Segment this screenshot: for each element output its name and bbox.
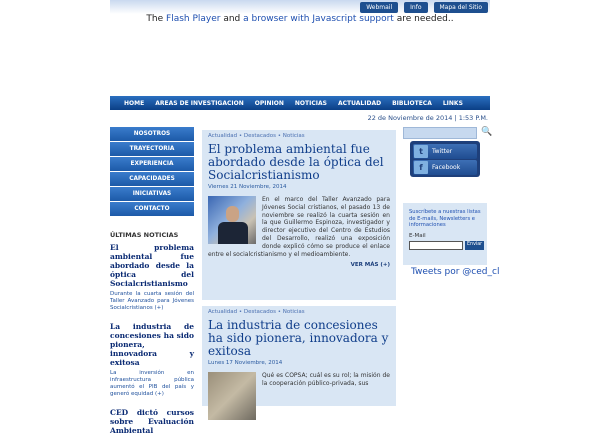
main-nav (110, 96, 490, 110)
article-title[interactable]: El problema ambiental fue abordado desde la óptica del Socialcristianismo (208, 142, 384, 182)
nav-links[interactable]: LINKS (442, 99, 463, 107)
webmail-link[interactable]: Webmail (360, 2, 398, 13)
social-box (410, 141, 480, 177)
flash-player-link[interactable]: Flash Player (166, 14, 221, 24)
menu-nosotros[interactable]: NOSOTROS (110, 127, 194, 141)
newsletter-text: Suscríbete a nuestras listas de E-mails, Newsletters e informaciones (409, 209, 481, 228)
menu-capacidades[interactable]: CAPACIDADES (110, 172, 194, 186)
search-icon[interactable]: 🔍 (481, 127, 493, 137)
info-link[interactable]: Info (404, 2, 427, 13)
news-title[interactable]: CED dictó cursos sobre Evaluación Ambiental (110, 408, 194, 435)
article-body: En el marco del Taller Avanzado para Jóvenes Social cristianos, el pasado 13 de noviembre se realizó la cuarta sesión en la que Guillermo Espinoza, investigador y director ejecutivo del Centro de Estudios del Desarrollo, realizó una exposición donde explicó cómo se produce el enlace entre el socialcristianismo y el medioambiente. (208, 196, 390, 258)
flash-notice: The Flash Player and a browser with Javascript support are needed.. (146, 14, 454, 24)
left-menu (110, 127, 194, 217)
top-links (360, 2, 488, 13)
email-field[interactable] (409, 241, 463, 250)
article-date: Lunes 17 Noviembre, 2014 (208, 360, 283, 366)
facebook-button[interactable]: f Facebook (413, 160, 477, 175)
news-title[interactable]: El problema ambiental fue abordado desde la óptica del Socialcristianismo (110, 243, 194, 288)
twitter-button[interactable]: t Twitter (413, 144, 477, 159)
facebook-icon: f (414, 161, 428, 174)
article-card (202, 306, 396, 406)
menu-iniciativas[interactable]: INICIATIVAS (110, 187, 194, 201)
nav-biblioteca[interactable]: BIBLIOTECA (392, 99, 432, 107)
tweets-label[interactable]: Tweets por @ced_cl (411, 267, 500, 277)
article-photo[interactable] (208, 196, 256, 244)
newsletter-box (403, 203, 487, 265)
article-body: Qué es COPSA; cuál es su rol; la misión de la cooperación público-privada, sus (208, 372, 390, 388)
latest-news-heading: ÚLTIMAS NOTICIAS (110, 231, 179, 239)
nav-areas[interactable]: AREAS DE INVESTIGACION (155, 99, 244, 107)
news-summary[interactable]: Durante la cuarta sesión del Taller Avanzado para Jóvenes Socialcristianos (+) (110, 291, 194, 311)
site-map-link[interactable]: Mapa del Sitio (434, 2, 489, 13)
menu-trayectoria[interactable]: TRAYECTORIA (110, 142, 194, 156)
nav-opinion[interactable]: OPINION (254, 99, 284, 107)
email-label: E-Mail (409, 232, 426, 239)
article-tags[interactable]: Actualidad • Destacados • Noticias (208, 133, 305, 139)
article-tags[interactable]: Actualidad • Destacados • Noticias (208, 309, 305, 315)
search-input[interactable] (403, 127, 477, 139)
article-card (202, 130, 396, 300)
current-date: 22 de Noviembre de 2014 | 1:53 P.M. (367, 114, 488, 122)
menu-experiencia[interactable]: EXPERIENCIA (110, 157, 194, 171)
news-summary[interactable]: La inversión en infraestructura pública aumentó el PIB del país y generó equidad (+) (110, 370, 194, 397)
javascript-browser-link[interactable]: a browser with Javascript support (243, 14, 394, 24)
menu-contacto[interactable]: CONTACTO (110, 202, 194, 216)
latest-news (110, 231, 194, 435)
nav-home[interactable]: HOME (124, 99, 145, 107)
news-title[interactable]: La industria de concesiones ha sido pionera, innovadora y exitosa (110, 322, 194, 367)
read-more-link[interactable]: VER MÁS (+) (350, 262, 390, 269)
article-title[interactable]: La industria de concesiones ha sido pionera, innovadora y exitosa (208, 318, 389, 358)
article-date: Viernes 21 Noviembre, 2014 (208, 184, 287, 190)
nav-noticias[interactable]: NOTICIAS (294, 99, 327, 107)
nav-actualidad[interactable]: ACTUALIDAD (337, 99, 382, 107)
article-photo[interactable] (208, 372, 256, 420)
send-button[interactable]: Enviar (465, 241, 484, 250)
twitter-icon: t (414, 145, 428, 158)
